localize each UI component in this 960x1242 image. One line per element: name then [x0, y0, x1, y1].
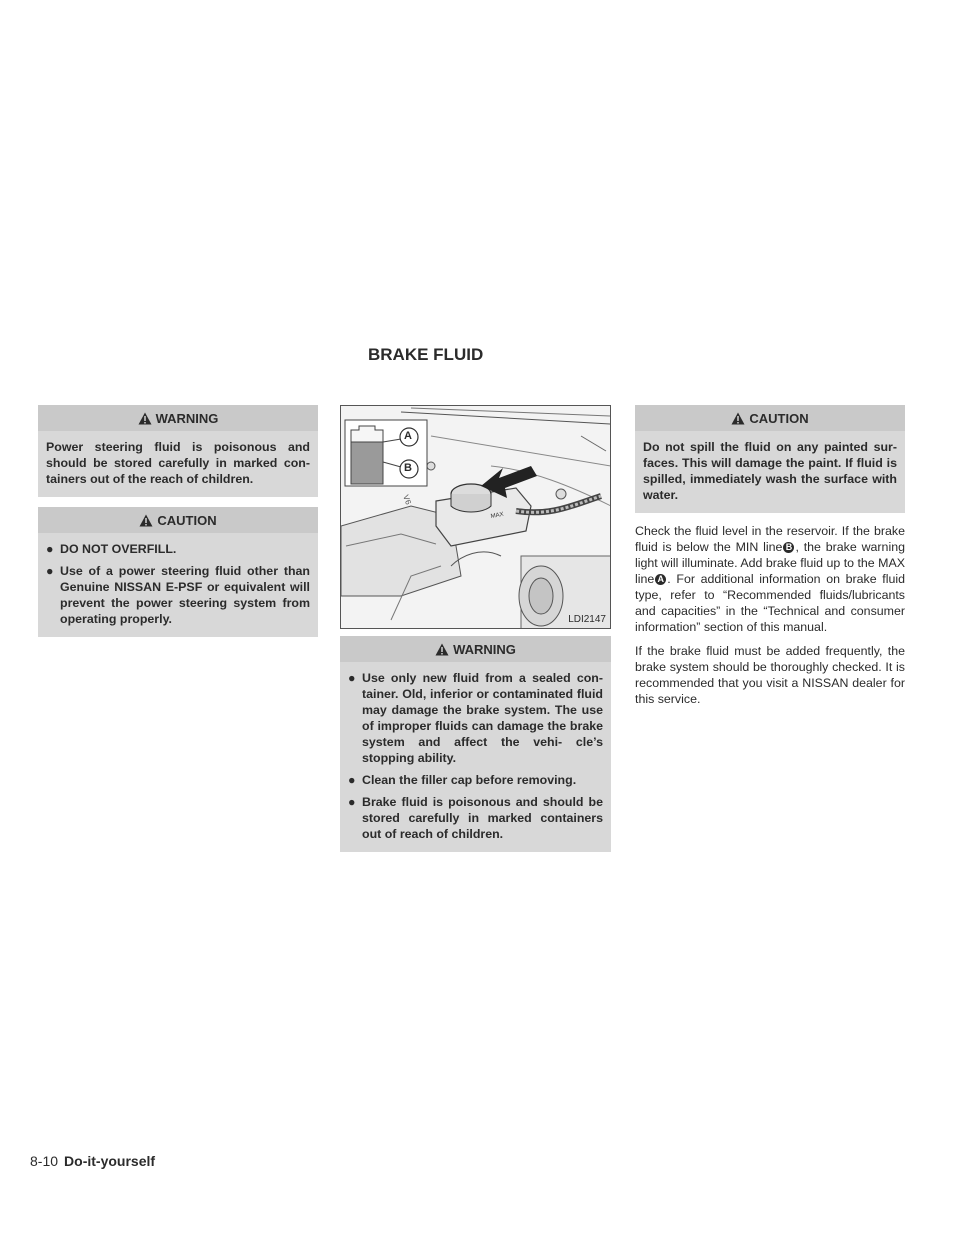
list-item: ● Use of a power steering fluid other than Genuine NISSAN E-PSF or equivalent will prevent the power steering system from operating properly.: [46, 564, 310, 626]
column-right: [635, 405, 905, 715]
page-number: 8-10: [30, 1153, 59, 1169]
warning-icon: [138, 412, 152, 425]
section-title: BRAKE FLUID: [368, 345, 484, 364]
warning-header: [340, 636, 611, 662]
caution-box-power-steering: [38, 507, 318, 637]
caution-header: [635, 405, 905, 431]
caution-icon: [731, 412, 745, 425]
page-footer: [30, 1153, 155, 1169]
caution-text: Do not spill the fluid on any painted sur- faces. This will damage the paint. If fluid is spilled, immediately wash the surface with water.: [643, 440, 897, 502]
warning-label: WARNING: [453, 641, 516, 657]
svg-text:MAX: MAX: [490, 511, 505, 520]
warning-box-power-steering: [38, 405, 318, 497]
warning-text: Power steering fluid is poisonous and should be stored carefully in marked con- tainers out of the reach of children.: [46, 440, 310, 486]
column-middle: [340, 405, 611, 862]
warning-icon: [435, 643, 449, 656]
list-item: ● Brake fluid is poisonous and should be stored carefully in marked containers out of reach of children.: [348, 795, 603, 841]
caution-box-brake-fluid: [635, 405, 905, 513]
brake-reservoir-illustration: [340, 405, 611, 629]
engine-bay-drawing: [341, 406, 611, 629]
list-item: ● DO NOT OVERFILL.: [46, 542, 177, 556]
callout-b: B: [404, 462, 412, 474]
list-item: ● Use only new fluid from a sealed con- tainer. Old, inferior or contaminated fluid may damage the brake system. The use of improper fluids can damage the brake system and affect the vehi- cle’s stopping ability.: [348, 671, 603, 765]
paragraph-fluid-level: Check the fluid level in the reservoir. If the brake fluid is below the MIN line B , the brake warning light will illuminate. Add brake fluid up to the MAX line A . For additional information on brake fluid type, refer to “Recommended fluids/lubricants and capacities” in the “Technical and consumer information” section of this manual.: [635, 524, 905, 634]
caution-header: [38, 507, 318, 533]
warning-header: [38, 405, 318, 431]
warning-label: WARNING: [155, 410, 219, 426]
chapter-title: Do-it-yourself: [64, 1153, 156, 1169]
caution-label: CAUTION: [157, 512, 217, 528]
svg-text:V6: V6: [401, 493, 413, 506]
callout-a: A: [404, 430, 412, 442]
caution-icon: [139, 514, 153, 527]
column-left: [38, 405, 318, 647]
caution-label: CAUTION: [749, 410, 809, 426]
list-item: ● Clean the filler cap before removing.: [348, 773, 577, 787]
warning-box-brake-fluid: [340, 636, 611, 852]
callout-b-marker: B: [783, 542, 794, 553]
callout-a-marker: A: [655, 574, 666, 585]
figure-label: LDI2147: [568, 614, 606, 625]
paragraph-service: If the brake fluid must be added frequently, the brake system should be thoroughly checked. It is recommended that you visit a NISSAN dealer for this service.: [635, 644, 905, 706]
